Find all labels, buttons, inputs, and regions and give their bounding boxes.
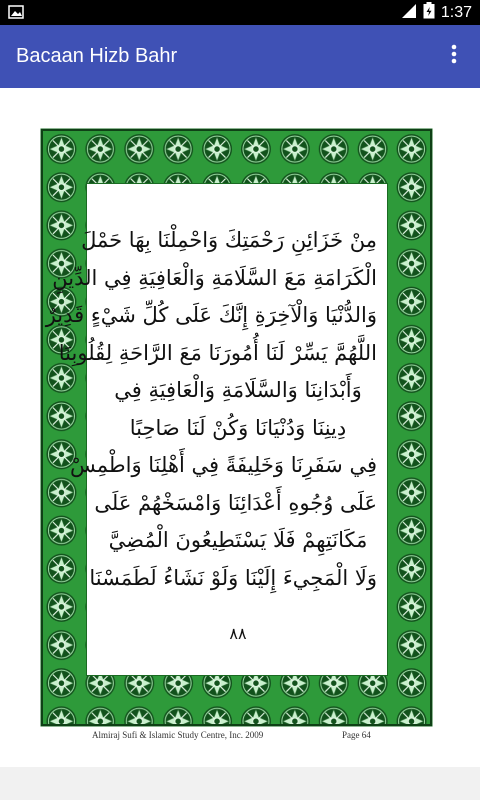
hizb-page-image — [40, 128, 433, 740]
arabic-page-number: ٨٨ — [229, 624, 247, 643]
text-panel — [45, 183, 388, 676]
overflow-menu-button[interactable] — [436, 38, 472, 74]
app-title: Bacaan Hizb Bahr — [16, 45, 178, 67]
footer-page-number: Page 64 — [342, 730, 371, 740]
verse-line: وَأَبْدَانِنَا وَالسَّلَامَةِ وَالْعَافِيَةِ فِي — [114, 378, 362, 402]
verse-line: عَلَى وُجُوهِ أَعْدَائِنَا وَامْسَخْهُمْ عَلَى — [94, 490, 377, 515]
verse-line: الْكَرَامَةِ مَعَ السَّلَامَةِ وَالْعَافِيَةِ فِي الدِّينِ — [52, 265, 377, 290]
image-notification-icon — [8, 4, 24, 20]
more-vert-icon — [451, 44, 457, 68]
signal-icon — [401, 3, 417, 23]
bottom-strip — [0, 767, 480, 800]
verse-line: مَكَانَتِهِمْ فَلَا يَسْتَطِيعُونَ الْمُضِيَّ — [108, 528, 368, 552]
page-viewer[interactable] — [0, 88, 480, 767]
verse-line: فِي سَفَرِنَا وَخَلِيفَةً فِي أَهْلِنَا وَاطْمِسْ — [69, 453, 377, 477]
status-bar — [0, 0, 480, 25]
status-time: 1:37 — [440, 3, 472, 21]
footer-credit: Almiraj Sufi & Islamic Study Centre, Inc. 2009 — [92, 730, 264, 740]
page-footer — [40, 730, 433, 744]
app-bar — [0, 25, 480, 88]
verse-line: دِينِنَا وَدُنْيَانَا وَكُنْ لَنَا صَاحِبًا — [129, 415, 347, 440]
verse-line: وَلَا الْمَجِيءَ إِلَيْنَا وَلَوْ نَشَاءُ لَطَمَسْنَا — [89, 565, 377, 590]
battery-icon — [423, 2, 435, 23]
verse-line: اللَّهُمَّ يَسِّرْ لَنَا أُمُورَنَا مَعَ الرَّاحَةِ لِقُلُوبِنَا — [58, 340, 377, 365]
arabic-text-block — [45, 222, 389, 597]
verse-line: مِنْ خَزَائِنِ رَحْمَتِكَ وَاحْمِلْنَا بِهَا حَمْلَ — [81, 228, 377, 252]
status-icons — [401, 0, 472, 25]
verse-line: وَالدُّنْيَا وَالْآخِرَةِ إِنَّكَ عَلَى كُلِّ شَيْءٍ قَدِيرٌ — [45, 303, 377, 327]
